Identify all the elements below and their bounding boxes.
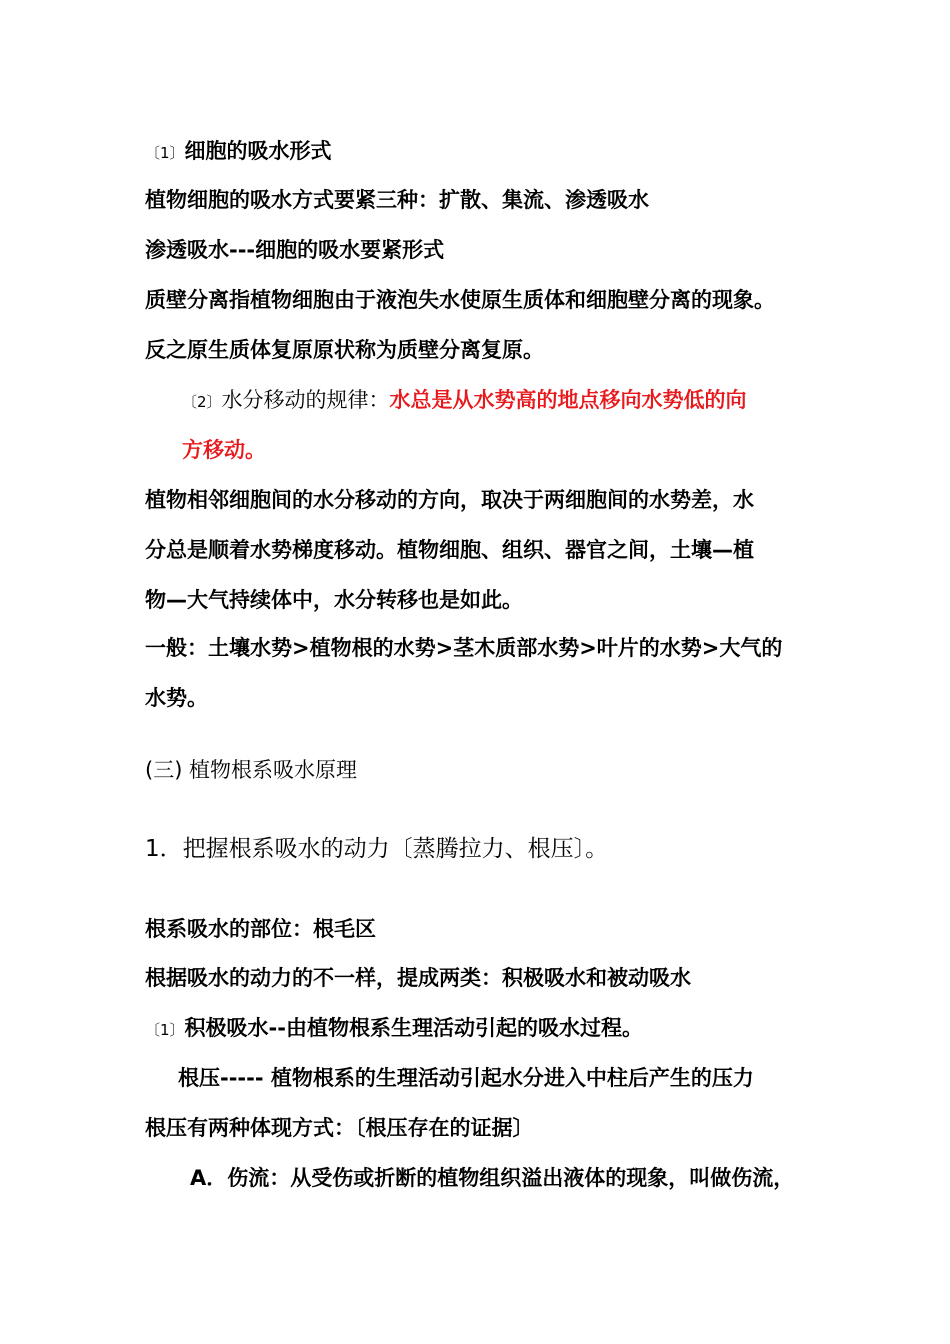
para-7-highlight: 方移动。 (182, 438, 266, 462)
para-1 (145, 136, 332, 168)
para-6-label: 水分移动的规律： (221, 388, 390, 412)
para-6-highlight: 水总是从水势高的地点移向水势低的向 (389, 388, 747, 412)
para-17-text: 积极吸水--由植物根系生理活动引起的吸水过程。 (184, 1016, 643, 1040)
para-5: 反之原生质体复原原状称为质壁分离复原。 (145, 338, 544, 362)
para-6 (182, 385, 747, 417)
para-8: 植物相邻细胞间的水分移动的方向，取决于两细胞间的水势差，水 (145, 488, 754, 512)
item-number-3: 〔1〕 (145, 1021, 185, 1039)
para-12: 水势。 (145, 686, 208, 710)
para-3: 渗透吸水---细胞的吸水要紧形式 (145, 238, 445, 262)
para-15: 根系吸水的部位：根毛区 (145, 917, 376, 941)
para-20: A．伤流：从受伤或折断的植物组织溢出液体的现象，叫做伤流， (190, 1166, 795, 1190)
item-number-1: 〔1〕 (145, 144, 185, 162)
para-11: 一般：土壤水势>植物根的水势>茎木质部水势>叶片的水势>大气的 (145, 636, 783, 660)
para-16: 根据吸水的动力的不一样，提成两类：积极吸水和被动吸水 (145, 966, 691, 990)
subsection-heading: 1．把握根系吸水的动力〔蒸腾拉力、根压〕。 (145, 836, 609, 862)
para-9: 分总是顺着水势梯度移动。植物细胞、组织、器官之间，土壤—植 (145, 538, 754, 562)
item-number-2: 〔2〕 (182, 393, 222, 411)
para-19: 根压有两种体现方式：〔根压存在的证据〕 (145, 1116, 534, 1140)
para-1-text: 细胞的吸水形式 (184, 139, 332, 163)
para-10: 物—大气持续体中，水分转移也是如此。 (145, 588, 523, 612)
para-18: 根压----- 植物根系的生理活动引起水分进入中柱后产生的压力 (178, 1066, 754, 1090)
para-4: 质壁分离指植物细胞由于液泡失水使原生质体和细胞壁分离的现象。 (145, 288, 775, 312)
para-17 (145, 1013, 643, 1045)
section-heading: (三) 植物根系吸水原理 (145, 758, 358, 782)
para-2: 植物细胞的吸水方式要紧三种：扩散、集流、渗透吸水 (145, 188, 649, 212)
